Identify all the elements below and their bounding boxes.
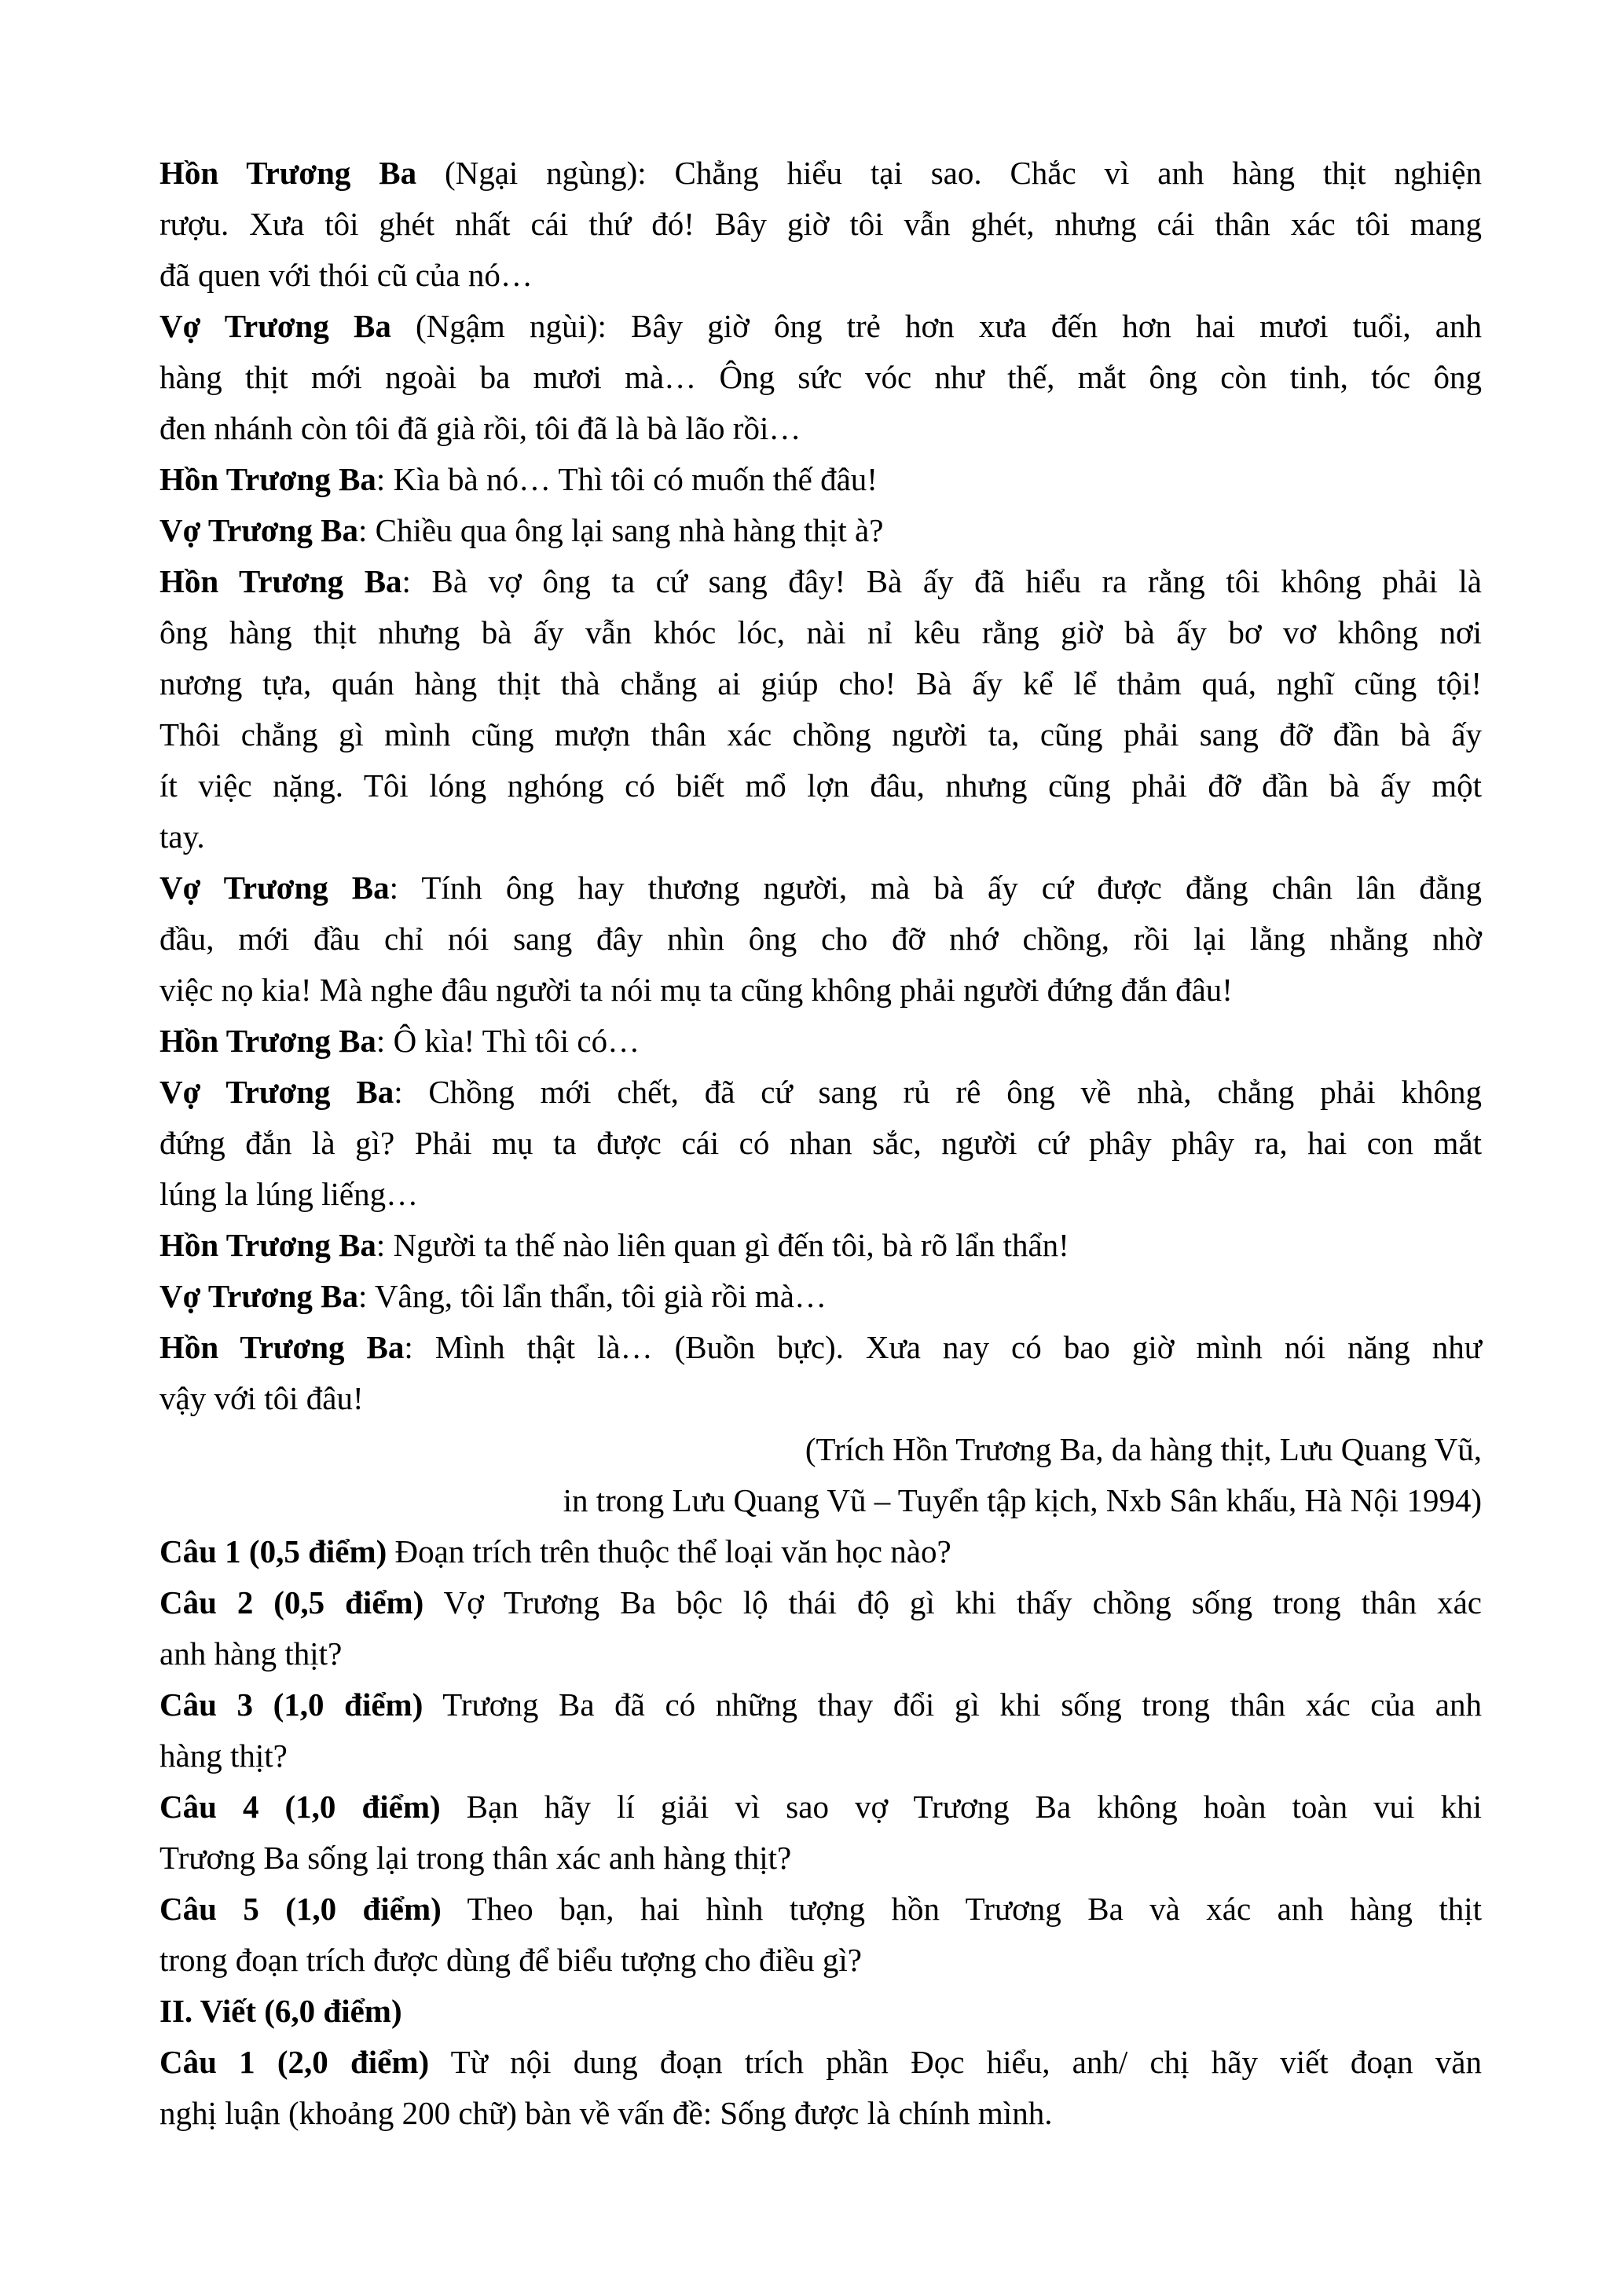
text-line <box>159 2088 1482 2139</box>
question-label: Câu 3 (1,0 điểm) <box>159 1686 423 1723</box>
line-text: : Chiều qua ông lại sang nhà hàng thịt à? <box>358 512 884 548</box>
line-text: (Trích Hồn Trương Ba, da hàng thịt, Lưu Quang Vũ, <box>805 1431 1482 1467</box>
text-line <box>159 914 1482 965</box>
line-text: anh hàng thịt? <box>159 1635 343 1672</box>
line-text: : Mình thật là… (Buồn bực). Xưa nay có bao giờ mình nói năng như <box>404 1329 1482 1365</box>
dialogue-paragraph <box>159 556 1482 862</box>
line-text: đã quen với thói cũ của nó… <box>159 257 533 293</box>
line-text: Vợ Trương Ba bộc lộ thái độ gì khi thấy chồng sống trong thân xác <box>423 1584 1482 1620</box>
dialogue-paragraph <box>159 1220 1482 1271</box>
line-text: Theo bạn, hai hình tượng hồn Trương Ba và xác anh hàng thịt <box>441 1891 1482 1927</box>
text-line <box>159 862 1482 914</box>
text-line <box>159 1220 1482 1271</box>
line-text: (Ngậm ngùi): Bây giờ ông trẻ hơn xưa đến hơn hai mươi tuổi, anh <box>390 308 1482 344</box>
line-text: Trương Ba đã có những thay đổi gì khi sống trong thân xác của anh <box>423 1686 1482 1723</box>
text-line <box>159 199 1482 250</box>
question-item <box>159 1526 1482 1577</box>
text-line <box>159 709 1482 760</box>
speaker-name: Vợ Trương Ba <box>159 1074 394 1110</box>
text-line <box>159 1730 1482 1782</box>
question-item <box>159 1884 1482 1986</box>
speaker-name: Vợ Trương Ba <box>159 1278 359 1314</box>
speaker-name: Hồn Trương Ba <box>159 155 417 191</box>
line-text: đen nhánh còn tôi đã già rồi, tôi đã là bà lão rồi… <box>159 410 801 446</box>
dialogue-paragraph <box>159 1322 1482 1424</box>
document-page <box>159 148 1482 2139</box>
heading-text: II. Viết (6,0 điểm) <box>159 1993 402 2029</box>
text-line <box>159 1169 1482 1220</box>
line-text: : Bà vợ ông ta cứ sang đây! Bà ấy đã hiểu ra rằng tôi không phải là <box>401 563 1482 599</box>
line-text: lúng la lúng liếng… <box>159 1176 419 1212</box>
text-line <box>159 1424 1482 1475</box>
speaker-name: Hồn Trương Ba <box>159 1227 376 1263</box>
line-text: đứng đắn là gì? Phải mụ ta được cái có nhan sắc, người cứ phây phây ra, hai con mắt <box>159 1125 1482 1161</box>
dialogue-paragraph <box>159 1016 1482 1067</box>
text-line <box>159 250 1482 301</box>
question-label: Câu 1 (0,5 điểm) <box>159 1533 387 1569</box>
speaker-name: Vợ Trương Ba <box>159 308 391 344</box>
line-text: : Vâng, tôi lẩn thẩn, tôi già rồi mà… <box>358 1278 827 1314</box>
text-line <box>159 1475 1482 1526</box>
text-line <box>159 556 1482 607</box>
text-line <box>159 1679 1482 1730</box>
line-text: hàng thịt mới ngoài ba mươi mà… Ông sức vóc như thế, mắt ông còn tinh, tóc ông <box>159 359 1482 395</box>
line-text: đầu, mới đầu chỉ nói sang đây nhìn ông cho đỡ nhớ chồng, rồi lại lằng nhằng nhờ <box>159 921 1482 957</box>
text-line <box>159 1271 1482 1322</box>
text-line <box>159 1628 1482 1679</box>
text-line <box>159 658 1482 709</box>
speaker-name: Hồn Trương Ba <box>159 461 376 497</box>
line-text: : Chồng mới chết, đã cứ sang rủ rê ông về nhà, chẳng phải không <box>394 1074 1482 1110</box>
text-line <box>159 760 1482 811</box>
text-line <box>159 811 1482 862</box>
text-line <box>159 352 1482 403</box>
text-line <box>159 1986 1482 2037</box>
question-label: Câu 2 (0,5 điểm) <box>159 1584 424 1620</box>
dialogue-paragraph <box>159 862 1482 1016</box>
text-line <box>159 1884 1482 1935</box>
text-line <box>159 607 1482 658</box>
dialogue-paragraph <box>159 1271 1482 1322</box>
text-line <box>159 1833 1482 1884</box>
line-text: : Kìa bà nó… Thì tôi có muốn thế đâu! <box>376 461 878 497</box>
text-line <box>159 1067 1482 1118</box>
line-text: Từ nội dung đoạn trích phần Đọc hiểu, anh/ chị hãy viết đoạn văn <box>429 2044 1482 2080</box>
question-item <box>159 1782 1482 1884</box>
line-text: hàng thịt? <box>159 1738 288 1774</box>
line-text: : Ô kìa! Thì tôi có… <box>376 1023 640 1059</box>
line-text: rượu. Xưa tôi ghét nhất cái thứ đó! Bây giờ tôi vẫn ghét, nhưng cái thân xác tôi mang <box>159 206 1482 242</box>
line-text: : Người ta thế nào liên quan gì đến tôi, bà rõ lẩn thẩn! <box>376 1227 1069 1263</box>
line-text: (Ngại ngùng): Chẳng hiểu tại sao. Chắc vì anh hàng thịt nghiện <box>416 155 1482 191</box>
line-text: nương tựa, quán hàng thịt thà chẳng ai giúp cho! Bà ấy kể lể thảm quá, nghĩ cũng tội! <box>159 665 1482 701</box>
speaker-name: Vợ Trương Ba <box>159 512 359 548</box>
text-line <box>159 2037 1482 2088</box>
text-line <box>159 403 1482 454</box>
question-label: Câu 5 (1,0 điểm) <box>159 1891 442 1927</box>
text-line <box>159 1016 1482 1067</box>
speaker-name: Hồn Trương Ba <box>159 563 402 599</box>
text-line <box>159 1322 1482 1373</box>
speaker-name: Hồn Trương Ba <box>159 1329 405 1365</box>
line-text: Đoạn trích trên thuộc thể loại văn học nào? <box>387 1533 951 1569</box>
question-item <box>159 1577 1482 1679</box>
text-line <box>159 1782 1482 1833</box>
line-text: in trong Lưu Quang Vũ – Tuyển tập kịch, Nxb Sân khấu, Hà Nội 1994) <box>563 1482 1482 1518</box>
line-text: việc nọ kia! Mà nghe đâu người ta nói mụ ta cũng không phải người đứng đắn đâu! <box>159 972 1233 1008</box>
line-text: vậy với tôi đâu! <box>159 1380 364 1416</box>
text-line <box>159 505 1482 556</box>
dialogue-paragraph <box>159 505 1482 556</box>
speaker-name: Vợ Trương Ba <box>159 870 390 906</box>
dialogue-paragraph <box>159 1067 1482 1220</box>
line-text: nghị luận (khoảng 200 chữ) bàn về vấn đề: Sống được là chính mình. <box>159 2095 1053 2131</box>
text-line <box>159 454 1482 505</box>
line-text: trong đoạn trích được dùng để biểu tượng cho điều gì? <box>159 1942 862 1978</box>
dialogue-paragraph <box>159 301 1482 454</box>
text-line <box>159 148 1482 199</box>
text-line <box>159 965 1482 1016</box>
line-text: : Tính ông hay thương người, mà bà ấy cứ được đằng chân lân đằng <box>389 870 1482 906</box>
text-line <box>159 1935 1482 1986</box>
line-text: Bạn hãy lí giải vì sao vợ Trương Ba không hoàn toàn vui khi <box>440 1789 1482 1825</box>
text-line <box>159 1577 1482 1628</box>
source-citation <box>159 1424 1482 1526</box>
speaker-name: Hồn Trương Ba <box>159 1023 376 1059</box>
dialogue-paragraph <box>159 148 1482 301</box>
dialogue-paragraph <box>159 454 1482 505</box>
line-text: tay. <box>159 818 205 855</box>
question-label: Câu 4 (1,0 điểm) <box>159 1789 441 1825</box>
line-text: ông hàng thịt nhưng bà ấy vẫn khóc lóc, nài nỉ kêu rằng giờ bà ấy bơ vơ không nơi <box>159 614 1482 650</box>
section-heading <box>159 1986 1482 2037</box>
text-line <box>159 1118 1482 1169</box>
question-label: Câu 1 (2,0 điểm) <box>159 2044 430 2080</box>
line-text: Trương Ba sống lại trong thân xác anh hàng thịt? <box>159 1840 792 1876</box>
text-line <box>159 1373 1482 1424</box>
text-line <box>159 1526 1482 1577</box>
question-item <box>159 1679 1482 1782</box>
line-text: Thôi chẳng gì mình cũng mượn thân xác chồng người ta, cũng phải sang đỡ đần bà ấy <box>159 716 1482 753</box>
text-line <box>159 301 1482 352</box>
question-item <box>159 2037 1482 2139</box>
line-text: ít việc nặng. Tôi lóng nghóng có biết mổ lợn đâu, nhưng cũng phải đỡ đần bà ấy một <box>159 767 1482 804</box>
